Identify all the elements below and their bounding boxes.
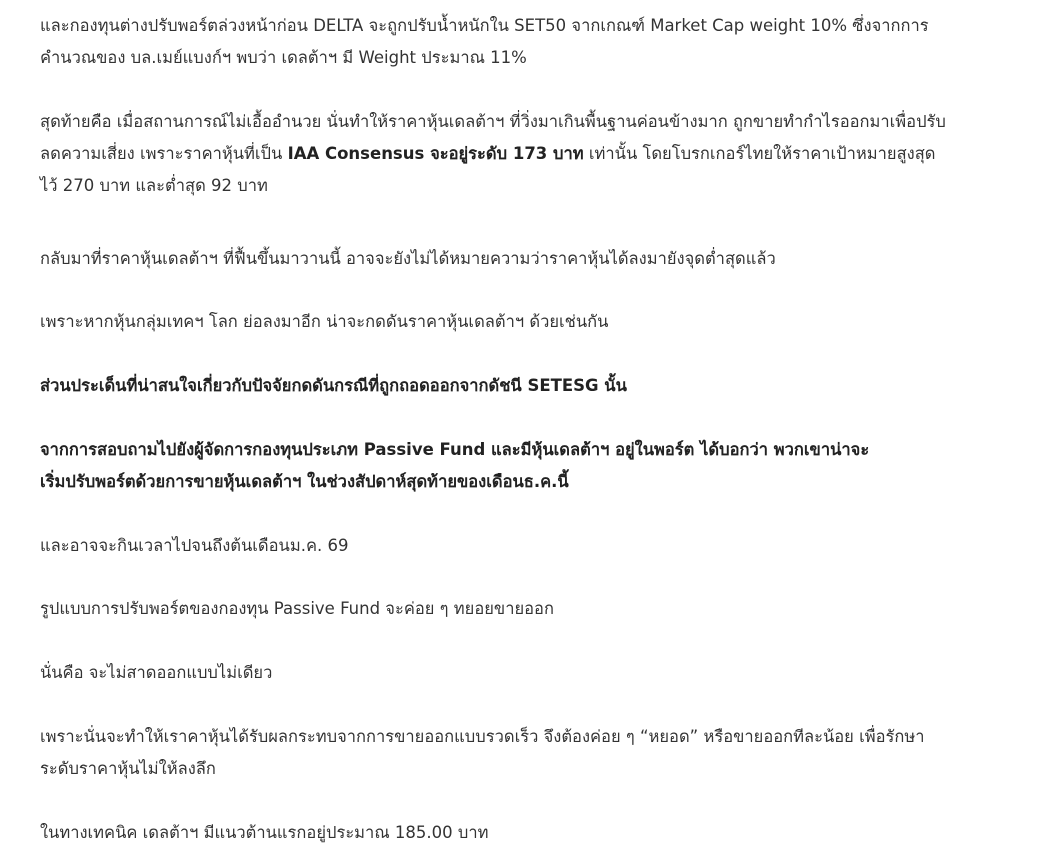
paragraph-line: เริ่มปรับพอร์ตด้วยการขายหุ้นเดลต้าฯ ในช่วงสัปดาห์สุดท้ายของเดือนธ.ค.นี้ [40, 472, 569, 491]
paragraph-line: คำนวณของ บล.เมย์แบงก์ฯ พบว่า เดลต้าฯ มี Weight ประมาณ 11% [40, 48, 527, 67]
paragraph-line: สุดท้ายคือ เมื่อสถานการณ์ไม่เอื้ออำนวย นั่นทำให้ราคาหุ้นเดลต้าฯ ที่วิ่งมาเกินพื้นฐานค่อนข้างมาก ถูกขายทำกำไรออกมาเพื่อปรับ [40, 112, 946, 131]
paragraph-line [40, 138, 1015, 170]
paragraph-line: ระดับราคาหุ้นไม่ให้ลงลึก [40, 759, 216, 778]
text-run: เท่านั้น โดยโบรกเกอร์ไทยให้ราคาเป้าหมายสูงสุด [583, 144, 936, 163]
paragraph-line: และอาจจะกินเวลาไปจนถึงต้นเดือนม.ค. 69 [40, 536, 349, 555]
paragraph-timeline [40, 530, 1015, 562]
paragraph-set50-weight [40, 10, 1015, 74]
paragraph-line: และกองทุนต่างปรับพอร์ตล่วงหน้าก่อน DELTA จะถูกปรับน้ำหนักใน SET50 จากเกณฑ์ Market Cap weight 10% ซึ่งจากการ [40, 16, 929, 35]
bold-consensus-text: IAA Consensus จะอยู่ระดับ 173 บาท [287, 144, 584, 163]
paragraph-gradual-sell [40, 593, 1015, 625]
paragraph-passive-fund [40, 434, 1015, 498]
paragraph-line: ส่วนประเด็นที่น่าสนใจเกี่ยวกับปัจจัยกดดันกรณีที่ถูกถอดออกจากดัชนี SETESG นั้น [40, 376, 627, 395]
paragraph-line: จากการสอบถามไปยังผู้จัดการกองทุนประเภท Passive Fund และมีหุ้นเดลต้าฯ อยู่ในพอร์ต ได้บอกว่า พวกเขาน่าจะ [40, 440, 870, 459]
paragraph-line: ไว้ 270 บาท และต่ำสุด 92 บาท [40, 176, 268, 195]
paragraph-line: เพราะหากหุ้นกลุ่มเทคฯ โลก ย่อลงมาอีก น่าจะกดดันราคาหุ้นเดลต้าฯ ด้วยเช่นกัน [40, 312, 609, 331]
paragraph-tech-pressure [40, 306, 1015, 338]
paragraph-line: ในทางเทคนิค เดลต้าฯ มีแนวต้านแรกอยู่ประมาณ 185.00 บาท [40, 823, 489, 842]
paragraph-line: นั่นคือ จะไม่สาดออกแบบไม่เดียว [40, 663, 273, 682]
paragraph-line: เพราะนั่นจะทำให้เราคาหุ้นได้รับผลกระทบจากการขายออกแบบรวดเร็ว จึงต้องค่อย ๆ “หยอด” หรือขายออกทีละน้อย เพื่อรักษา [40, 727, 925, 746]
paragraph-line: กลับมาที่ราคาหุ้นเดลต้าฯ ที่ฟื้นขึ้นมาวานนี้ อาจจะยังไม่ได้หมายความว่าราคาหุ้นได้ลงมายังจุดต่ำสุดแล้ว [40, 249, 776, 268]
paragraph-rebound [40, 243, 1015, 275]
text-run: ลดความเสี่ยง เพราะราคาหุ้นที่เป็น [40, 144, 288, 163]
paragraph-line: รูปแบบการปรับพอร์ตของกองทุน Passive Fund จะค่อย ๆ ทยอยขายออก [40, 599, 554, 618]
paragraph-consensus-price [40, 106, 1015, 202]
paragraph-setesg-heading [40, 370, 1015, 402]
paragraph-resistance [40, 817, 1015, 849]
paragraph-not-dump [40, 657, 1015, 689]
paragraph-price-protection [40, 721, 1015, 785]
